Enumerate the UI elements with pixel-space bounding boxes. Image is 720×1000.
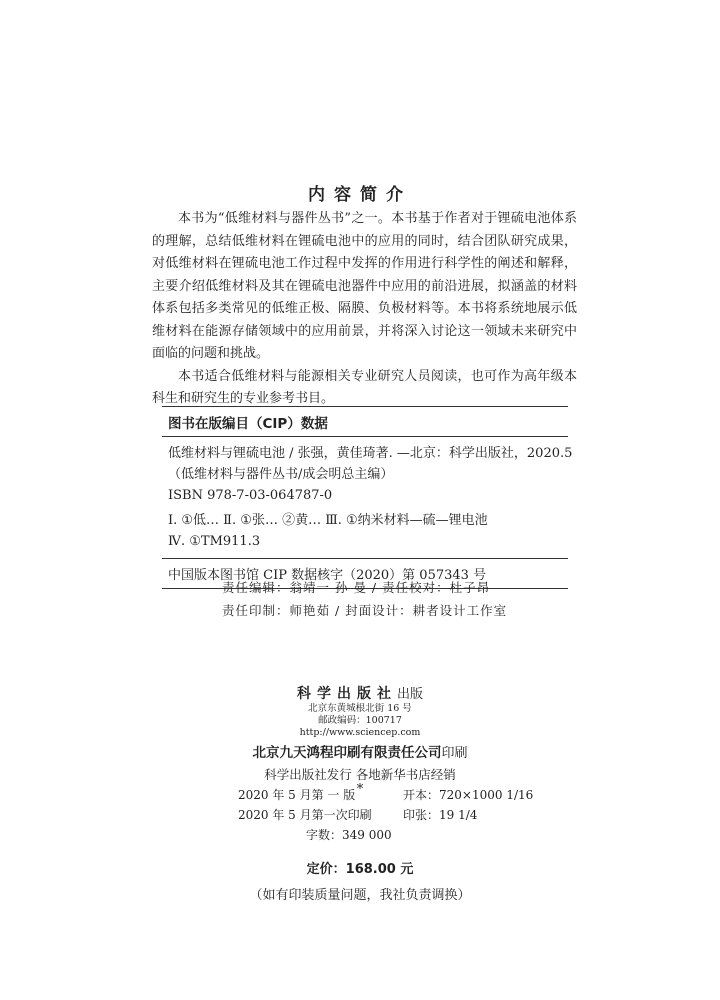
imprint-details: [0, 782, 720, 845]
credits: [0, 576, 720, 622]
cip-isbn: ISBN 978-7-03-064787-0: [168, 488, 333, 503]
cip-classification-2: Ⅳ. ①TM911.3: [168, 534, 261, 549]
divider-star: *: [356, 782, 364, 797]
imprint-row-3: [0, 825, 720, 845]
distribution-line: 科学出版社发行 各地新华书店经销: [264, 767, 456, 782]
intro-paragraph-1: 本书为“低维材料与器件丛书”之一。本书基于作者对于锂硫电池体系的理解，总结低维材料在锂硫电池中的应用的同时，结合团队研究成果，对低维材料在锂硫电池工作过程中发挥的作用进行科学性的阐述和解释，主要介绍低维材料及其在锂硫电池器件中应用的前沿进展，拟涵盖的材料体系包括多类常见的低维正极、隔膜、负极材料等。本书将系统地展示低维材料在能源存储领域中的应用前景，并将深入讨论这一领域未来研究中面临的问题和挑战。: [152, 211, 577, 361]
publisher-url: http://www.sciencep.com: [299, 727, 421, 738]
cip-data-number: 中国版本图书馆 CIP 数据核字（2020）第 057343 号: [162, 558, 568, 588]
publisher-postcode: 邮政编码：100717: [318, 715, 402, 726]
price-line: [0, 858, 720, 877]
price-value: 168.00 元: [345, 862, 414, 877]
printer-line: [0, 741, 720, 761]
editors-line: 责任编辑：翁靖一 孙 曼 / 责任校对：杜子昂: [222, 580, 491, 595]
intro-title: 内容简介: [308, 185, 412, 205]
sheets-info: 印张：19 1/4: [403, 808, 478, 822]
format-info: 开本：720×1000 1/16: [403, 788, 534, 802]
intro-paragraph-2: 本书适合低维材料与能源相关专业研究人员阅读，也可作为高年级本科生和研究生的专业参考书目。: [152, 368, 577, 406]
cip-block: [162, 406, 573, 589]
cip-heading: 图书在版编目（CIP）数据: [168, 416, 328, 432]
quality-notice: （如有印装质量问题，我社负责调换）: [249, 888, 471, 903]
print-run-info: 2020 年 5 月第一次印刷: [238, 808, 372, 822]
publisher-line: [0, 683, 720, 703]
publisher-name: 科学出版社: [296, 686, 397, 702]
price-label: 定价：: [306, 862, 346, 877]
word-count: 字数：349 000: [306, 828, 392, 842]
cip-series-line: （低维材料与器件丛书/成会明总主编）: [168, 467, 394, 482]
printing-design-line: 责任印制：师艳茹 / 封面设计：耕者设计工作室: [222, 603, 508, 618]
imprint-row-1: [0, 782, 720, 805]
edition-info: 2020 年 5 月第 一 版: [238, 788, 356, 802]
printer-name: 北京九天鸿程印刷有限责任公司: [252, 745, 442, 761]
printer-suffix: 印刷: [441, 746, 468, 761]
imprint-row-2: [0, 805, 720, 825]
publisher-block: [0, 683, 720, 797]
cip-classification-1: Ⅰ. ①低… Ⅱ. ①张… ②黄… Ⅲ. ①纳米材料—硫—锂电池: [168, 513, 488, 528]
publisher-address: 北京东黄城根北街 16 号: [308, 703, 412, 714]
cip-title-line: 低维材料与锂硫电池 / 张强，黄佳琦著. —北京：科学出版社，2020.5: [168, 446, 573, 461]
cip-record: [162, 436, 573, 558]
intro-text: [152, 208, 577, 411]
publisher-suffix: 出版: [396, 687, 423, 702]
